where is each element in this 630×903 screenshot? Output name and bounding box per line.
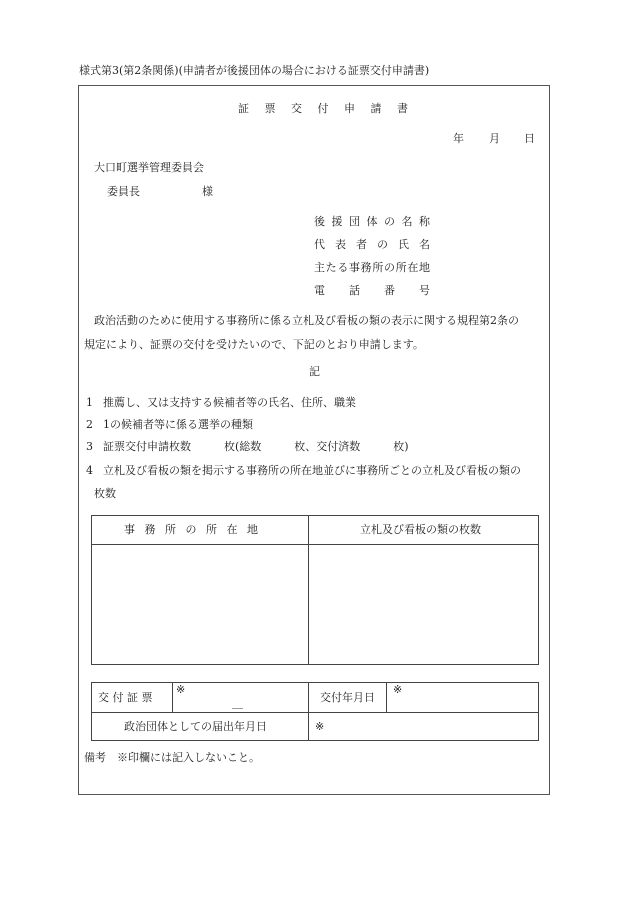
office-use-col-divider-a <box>172 682 173 712</box>
office-table <box>91 515 539 665</box>
item-4-text: 立札及び看板の類を掲示する事務所の所在地並びに事務所ごとの立札及び看板の類の <box>103 464 521 477</box>
item-1-text: 推薦し、又は支持する候補者等の氏名、住所、職業 <box>103 396 356 409</box>
date-day: 日 <box>524 132 535 145</box>
item-4-num: 4 <box>86 464 93 477</box>
issue-date-label: 交付年月日 <box>320 691 375 704</box>
item-2-text: 1の候補者等に係る選挙の種類 <box>103 418 253 431</box>
applicant-rep-label: 代表者の氏名 <box>314 238 430 251</box>
office-use-row-divider <box>91 712 539 713</box>
applicant-name-label: 後援団体の名称 <box>314 215 430 228</box>
cert-mark: ※ <box>176 683 186 696</box>
issue-date-mark: ※ <box>393 683 403 696</box>
form-title: 証 票 交 付 申 請 書 <box>238 102 414 115</box>
office-use-col-divider-c <box>386 682 387 712</box>
applicant-office-label: 主たる事務所の所在地 <box>314 261 430 274</box>
body-text-line1: 政治活動のために使用する事務所に係る立札及び看板の類の表示に関する規程第2条の <box>94 314 519 327</box>
item-3-num: 3 <box>86 440 93 453</box>
cert-underscore: ＿ <box>232 697 243 710</box>
item-3-text: 証票交付申請枚数 枚(総数 枚、交付済数 枚) <box>103 440 409 453</box>
filing-date-label: 政治団体としての届出年月日 <box>124 720 267 733</box>
form-header: 様式第3(第2条関係)(申請者が後援団体の場合における証票交付申請書) <box>79 64 430 77</box>
applicant-phone-label: 電話番号 <box>314 284 430 297</box>
body-text-line2: 規定により、証票の交付を受けたいので、下記のとおり申請します。 <box>84 338 424 351</box>
date-month: 月 <box>489 132 500 145</box>
item-1-num: 1 <box>86 396 93 409</box>
remarks-note: 備考 ※印欄には記入しないこと。 <box>84 751 260 764</box>
addressee-org: 大口町選挙管理委員会 <box>94 161 204 174</box>
addressee-honorific: 様 <box>202 185 213 198</box>
office-table-col1-header: 事 務 所 の 所 在 地 <box>124 523 261 536</box>
cert-label: 交 付 証 票 <box>98 691 153 704</box>
ki-label: 記 <box>309 365 320 378</box>
office-table-header-divider <box>91 544 539 545</box>
office-table-col-divider <box>308 515 309 665</box>
item-4-cont: 枚数 <box>94 487 116 500</box>
office-table-col2-header: 立札及び看板の類の枚数 <box>360 523 481 536</box>
date-year: 年 <box>453 132 464 145</box>
addressee-chair: 委員長 <box>107 185 140 198</box>
filing-date-mark: ※ <box>315 720 325 733</box>
office-use-col-divider-b <box>308 682 309 741</box>
item-2-num: 2 <box>86 418 93 431</box>
